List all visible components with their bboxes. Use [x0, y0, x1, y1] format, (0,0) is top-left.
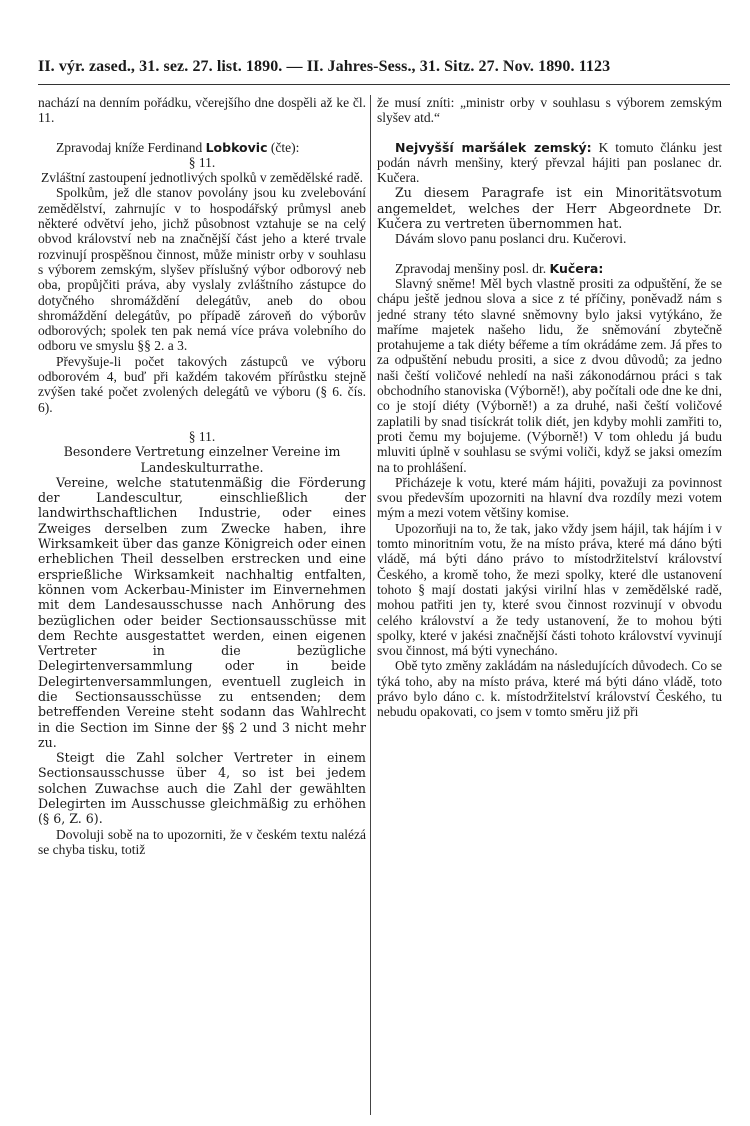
speech-text: K tomuto článku jest podán návrh menšiny, který převzal hájiti pan poslanec dr. Kučera.	[377, 139, 722, 186]
paragraph: Spolkům, jež dle stanov povolány jsou ku zvelebování zemědělství, zahrnujíc v to hospodářský průmysl aneb některé odvětví jeho, jichž působnost vztahuje se na celý obvod království neb na značnější část jeho a které trvale rozvinují prospěšnou činnost, může ministr orby v souhlasu s výborem zemským, slyšev příslušný výbor odborový neb oba, propůjčiti práva, aby vyslaly zvláštního zástupce do dotyčného shromáždění delegátův, aneb do obou shromáždění delegátův, po případě zároveň do výborův odborových; spolek ten pak nemá více práva volebního do odboru ve smyslu §§ 2. a 3.	[38, 185, 366, 354]
paragraph: že musí zníti: „ministr orby v souhlasu s výborem zemským slyšev atd.“	[377, 95, 722, 126]
paragraph: Upozorňuji na to, že tak, jako vždy jsem hájil, tak hájím i v tomto minoritním votu, že na místo práva, které má dáno býti vládě, má býti dáno právo to místodržitelství království Českého, a kromě toho, že mezi spolky, které dle ustanovení tohoto § mají dostati jakýsi virilní hlas v zemědělské radě, mohou patřiti jen ty, které svou činnost rozvinují v obvodu celého království a že tedy ustanovení, že to mohou býti spolky, které v jakési značnější části tohoto království vyvinují svou činnost, má býti vynecháno.	[377, 520, 722, 659]
speaker-name: Nejvyšší maršálek zemský:	[395, 139, 592, 155]
paragraph: Obě tyto změny zakládám na následujících důvodech. Co se týká toho, aby na místo práva, které má býti dáno vládě, toto právo bylo dáno c. k. místodržitelství království Českého, tu nebudu opakovati, co jsem v tomto směru již při	[377, 658, 722, 720]
speaker-paragraph	[377, 261, 722, 276]
section-number: § 11.	[188, 154, 216, 170]
left-column	[38, 95, 366, 1117]
header-rule	[38, 84, 730, 85]
speaker-name: Kučera:	[549, 260, 604, 276]
paragraph-german: Vereine, welche statutenmäßig die Förderung der Landescultur, einschließlich der landwirthschaftlichen Industrie, oder eines Zweiges derselben zum Zwecke haben, ihre Wirksamkeit über das ganze Königreich oder einen erheblichen Theil desselben erstrecken und eine ersprießliche Wirksamkeit nachhaltig entfalten, können vom Ackerbau-Minister im Einvernehmen mit dem Landesausschusse nach Anhörung des bezüglichen oder beider Sectionsausschüsse mit dem Rechte ausgestattet werden, einen eigenen Vertreter in die bezügliche Delegirtenversammlung oder in beide Delegirtenversammlungen, eventuell zugleich in die Sectionsausschüsse zu entsenden; dem betreffenden Vereine steht sodann das Wahlrecht in die Section im Sinne der §§ 2 und 3 nicht mehr zu.	[38, 474, 366, 750]
right-column	[377, 95, 722, 1117]
speaker-prefix: Zpravodaj menšiny posl. dr.	[395, 260, 547, 276]
paragraph: Dovoluji sobě na to upozorniti, že v českém textu nalézá se chyba tisku, totiž	[38, 826, 366, 857]
paragraph: nachází na denním pořádku, včerejšího dne dospěli až ke čl. 11.	[38, 95, 366, 126]
speaker-name: Lobkovic	[205, 139, 268, 155]
paragraph-german: Steigt die Zahl solcher Vertreter in einem Sectionsausschusse über 4, so ist bei jedem solchen Zuwachse auch die Zahl der gewählten Delegirten im Ausschusse gleichmäßig zu erhöhen (§ 6, Z. 6).	[38, 750, 366, 827]
speaker-prefix: Zpravodaj kníže Ferdinand	[56, 139, 203, 155]
paragraph: Přicházeje k votu, které mám hájiti, považuji za povinnost svou především upozorniti na hlavní dva rozdíly mezi votem mým a mezi votem většiny komise.	[377, 474, 722, 521]
speech-text: Slavný sněme! Měl bych vlastně prositi za odpuštění, že se chápu ještě jednou slova a sice z té příčiny, poněvadž nám s jedné strany této slavné sněmovny bylo jaksi vytýkáno, že maříme majetek našeho lidu, že sněmování zbytečně protahujeme a tak diéty béřeme a tím okrádáme zem. Já přes to za odpuštění nebudu prositi, a sice z dvou důvodů; za jedno naši čeští voličové nehledí na naši zákonodárnou práci s tak obchodního stanoviska (Výborně!), aby počítali ode dne ke dni, co je stojí diéty (Výborně!) a za druhé, naši čeští voličové zaplatili by snad tisíckrát tolik diét, jen kdyby mohli zamřiti to, proti čemu my bojujeme. (Výborně!) V tom ohledu já budu mluviti úplně v souhlasu se svými voliči, když se jaksi omezím na to prohlášení.	[377, 275, 722, 475]
section-number-german: § 11.	[188, 428, 216, 444]
speaker-tail: (čte):	[270, 139, 300, 155]
column-divider	[370, 95, 371, 1115]
section-title-german: Besondere Vertretung einzelner Vereine im Landeskulturrathe.	[63, 444, 341, 475]
speaker-paragraph	[377, 140, 722, 186]
section-title: Zvláštní zastoupení jednotlivých spolků v zemědělské radě.	[40, 170, 364, 186]
paragraph-german: Zu diesem Paragrafe ist ein Minoritätsvotum angemeldet, welches der Herr Abgeordnete Dr. Kučera zu vertreten übernommen hat.	[377, 185, 722, 232]
speaker-paragraph	[38, 140, 366, 155]
paragraph: Převyšuje-li počet takových zástupců ve výboru odborovém 4, buď při každém takovém přírůstku stejně zvýšen také počet zvolených delegátů ve výboru (§ 6. čís. 6).	[38, 353, 366, 415]
paragraph: Dávám slovo panu poslanci dru. Kučerovi.	[395, 231, 627, 247]
page-header: II. výr. zased., 31. sez. 27. list. 1890. — II. Jahres-Sess., 31. Sitz. 27. Nov. 1890. 1123	[38, 58, 611, 75]
